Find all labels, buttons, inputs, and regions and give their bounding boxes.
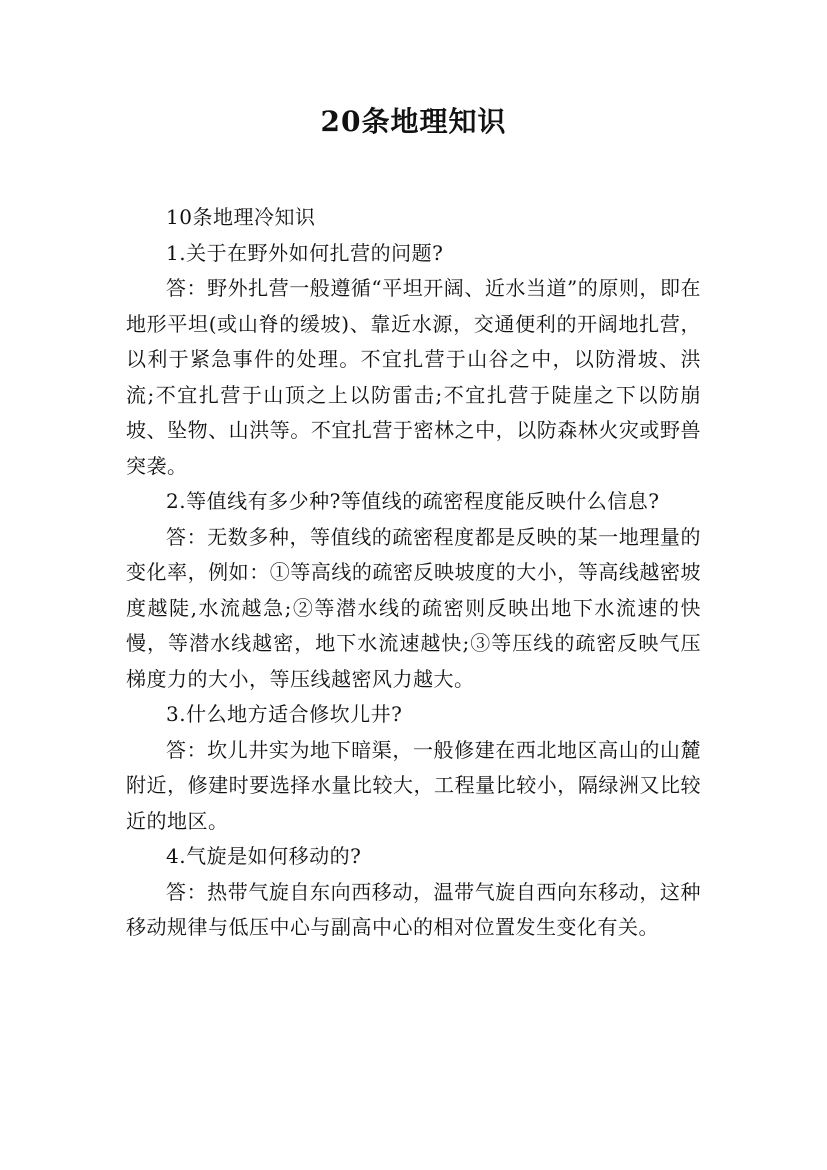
answer-1: 答：野外扎营一般遵循“平坦开阔、近水当道”的原则，即在地形平坦(或山脊的缓坡)、靠近水源，交通便利的开阔地扎营，以利于紧急事件的处理。不宜扎营于山谷之中，以防滑坡、洪流;不宜扎营于山顶之上以防雷击;不宜扎营于陡崖之下以防崩坡、坠物、山洪等。不宜扎营于密林之中，以防森林火灾或野兽突袭。 <box>126 276 701 478</box>
document-title: 20条地理知识 <box>320 105 507 138</box>
question-2: 2.等值线有多少种?等值线的疏密程度能反映什么信息? <box>166 489 660 513</box>
question-1: 1.关于在野外如何扎营的问题? <box>166 240 444 265</box>
answer-4: 答：热带气旋自东向西移动，温带气旋自西向东移动，这种移动规律与低压中心与副高中心的相对位置发生变化有关。 <box>126 879 701 939</box>
question-4: 4.气旋是如何移动的? <box>166 844 362 868</box>
question-3: 3.什么地方适合修坎儿井? <box>166 702 403 726</box>
document-body <box>126 200 701 946</box>
answer-3: 答：坎儿井实为地下暗渠，一般修建在西北地区高山的山麓附近，修建时要选择水量比较大，工程量比较小，隔绿洲又比较近的地区。 <box>126 737 701 833</box>
section-heading: 10条地理冷知识 <box>166 205 316 229</box>
answer-2: 答：无数多种，等值线的疏密程度都是反映的某一地理量的变化率，例如：①等高线的疏密反映坡度的大小，等高线越密坡度越陡,水流越急;②等潜水线的疏密则反映出地下水流速的快慢，等潜水线越密，地下水流速越快;③等压线的疏密反映气压梯度力的大小，等压线越密风力越大。 <box>126 524 701 691</box>
